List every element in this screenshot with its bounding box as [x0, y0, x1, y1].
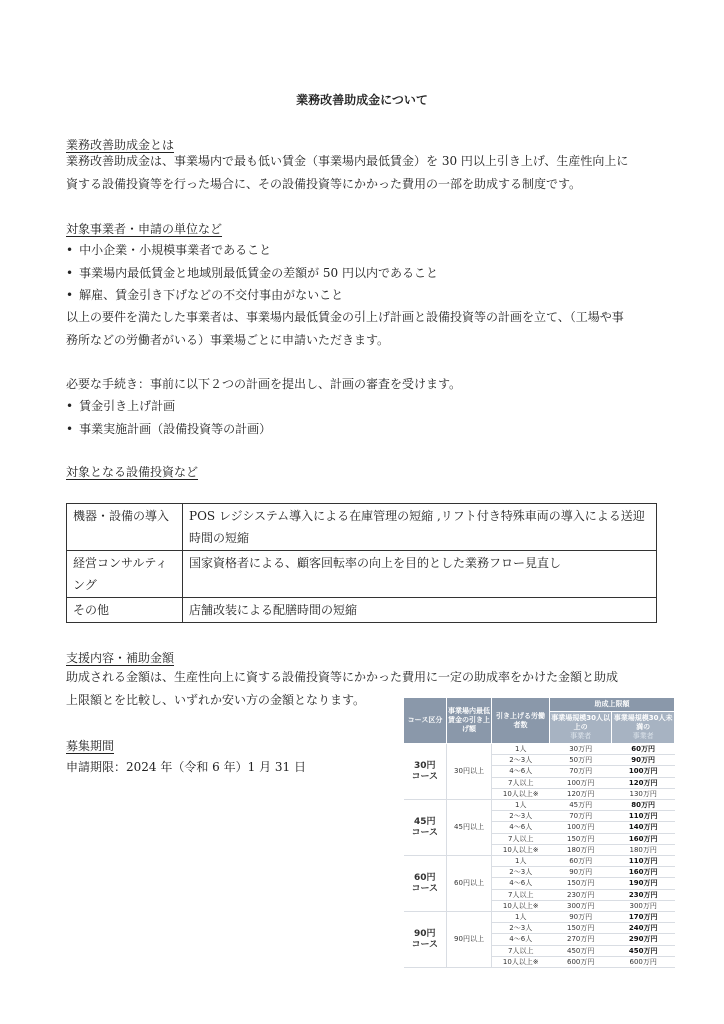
limit-large: 60万円	[550, 856, 612, 867]
limit-small: 130万円	[612, 788, 675, 799]
limit-small: 160万円	[612, 833, 675, 844]
list-item: • 中小企業・小規模事業者であること	[66, 239, 438, 262]
limit-large: 90万円	[550, 912, 612, 923]
limit-large: 180万円	[550, 844, 612, 855]
limit-large: 90万円	[550, 867, 612, 878]
procedure-intro: 必要な手続き：事前に以下２つの計画を提出し、計画の審査を受けます。	[66, 377, 462, 391]
limit-large: 270万円	[550, 934, 612, 945]
text-line-1: 助成される金額は、生産性向上に資する設備投資等にかかった費用に一定の助成率をかけた金額と助成	[66, 670, 619, 684]
grant-table-body	[404, 744, 675, 968]
text-line: 資する設備投資等を行った場合に、その設備投資等にかかった費用の一部を助成する制度です。	[66, 176, 582, 191]
header-large	[550, 712, 612, 744]
worker-count: 2〜3人	[492, 867, 550, 878]
header-workers: 引き上げる労働者数	[492, 698, 550, 744]
course-name: 30円 コース	[404, 744, 447, 800]
table-cell-detail: POS レジシステム導入による在庫管理の短縮 ,リフト付き特殊車両の導入による送迎時間の短縮	[183, 504, 657, 551]
limit-small: 180万円	[612, 844, 675, 855]
limit-small: 170万円	[612, 912, 675, 923]
limit-small: 190万円	[612, 878, 675, 889]
limit-small: 240万円	[612, 923, 675, 934]
header-limit: 助成上限額	[550, 698, 675, 712]
limit-large: 100万円	[550, 777, 612, 788]
text-line: 以上の要件を満たした事業者は、事業場内最低賃金の引上げ計画と設備投資等の計画を立て、（工場や事	[66, 310, 624, 324]
header-course: コース区分	[404, 698, 447, 744]
table-row	[67, 504, 657, 551]
limit-small: 160万円	[612, 867, 675, 878]
table-cell-category: その他	[67, 598, 183, 623]
worker-count: 4〜6人	[492, 766, 550, 777]
section-heading-support: 支援内容・補助金額	[66, 651, 175, 665]
section-heading-period: 募集期間	[66, 739, 115, 753]
text-line: 務所などの労働者がいる）事業場ごとに申請いただきます。	[66, 332, 390, 347]
limit-small: 90万円	[612, 755, 675, 766]
table-cell-category: 機器・設備の導入	[67, 504, 183, 551]
raise-amount: 45円以上	[447, 800, 492, 856]
limit-large: 45万円	[550, 800, 612, 811]
worker-count: 10人以上※	[492, 956, 550, 967]
text-line: 業務改善助成金は、事業場内で最も低い賃金（事業場内最低賃金）を 30 円以上引き上げ、生産性向上に	[66, 154, 629, 168]
limit-small: 600万円	[612, 956, 675, 967]
application-deadline: 申請期限：2024 年（令和 6 年）1 月 31 日	[66, 760, 306, 774]
header-small	[612, 712, 675, 744]
limit-large: 450万円	[550, 945, 612, 956]
list-item: • 事業実施計画（設備投資等の計画）	[66, 418, 271, 441]
limit-small: 60万円	[612, 744, 675, 755]
list-item: • 解雇、賃金引き下げなどの不交付事由がないこと	[66, 284, 438, 307]
limit-large: 70万円	[550, 811, 612, 822]
page-title: 業務改善助成金について	[296, 93, 428, 107]
section-heading-equipment: 対象となる設備投資など	[66, 465, 199, 479]
worker-count: 1人	[492, 912, 550, 923]
limit-large: 70万円	[550, 766, 612, 777]
table-cell-category: 経営コンサルティング	[67, 551, 183, 598]
limit-small: 120万円	[612, 777, 675, 788]
worker-count: 4〜6人	[492, 878, 550, 889]
limit-large: 100万円	[550, 822, 612, 833]
worker-count: 4〜6人	[492, 934, 550, 945]
worker-count: 7人以上	[492, 777, 550, 788]
table-row	[404, 856, 675, 867]
limit-small: 110万円	[612, 856, 675, 867]
support-text	[66, 666, 619, 711]
overview-text	[66, 150, 628, 195]
header-raise: 事業場内最低賃金の引き上げ額	[447, 698, 492, 744]
list-item: • 事業場内最低賃金と地域別最低賃金の差額が 50 円以内であること	[66, 262, 438, 285]
limit-large: 50万円	[550, 755, 612, 766]
eligibility-list	[66, 239, 438, 307]
worker-count: 1人	[492, 800, 550, 811]
limit-large: 150万円	[550, 923, 612, 934]
limit-small: 140万円	[612, 822, 675, 833]
worker-count: 2〜3人	[492, 923, 550, 934]
limit-small: 80万円	[612, 800, 675, 811]
limit-large: 120万円	[550, 788, 612, 799]
worker-count: 1人	[492, 856, 550, 867]
limit-large: 600万円	[550, 956, 612, 967]
worker-count: 1人	[492, 744, 550, 755]
limit-large: 230万円	[550, 889, 612, 900]
worker-count: 7人以上	[492, 889, 550, 900]
header-small-sub: 事業者	[632, 732, 654, 740]
limit-small: 110万円	[612, 811, 675, 822]
header-small-label: 事業場規模30人未満の	[613, 714, 673, 731]
procedure-list	[66, 395, 271, 440]
limit-large: 150万円	[550, 833, 612, 844]
worker-count: 7人以上	[492, 833, 550, 844]
equipment-table	[66, 503, 657, 623]
worker-count: 2〜3人	[492, 755, 550, 766]
header-large-sub: 事業者	[570, 732, 592, 740]
limit-small: 290万円	[612, 934, 675, 945]
raise-amount: 90円以上	[447, 912, 492, 968]
table-row	[404, 800, 675, 811]
limit-small: 300万円	[612, 900, 675, 911]
worker-count: 10人以上※	[492, 788, 550, 799]
raise-amount: 60円以上	[447, 856, 492, 912]
eligibility-text	[66, 306, 624, 351]
limit-small: 450万円	[612, 945, 675, 956]
raise-amount: 30円以上	[447, 744, 492, 800]
worker-count: 4〜6人	[492, 822, 550, 833]
list-item: • 賃金引き上げ計画	[66, 395, 271, 418]
limit-large: 30万円	[550, 744, 612, 755]
table-row	[404, 912, 675, 923]
course-name: 60円 コース	[404, 856, 447, 912]
section-heading-eligibility: 対象事業者・申請の単位など	[66, 222, 223, 236]
header-large-label: 事業場規模30人以上の	[551, 714, 611, 731]
worker-count: 2〜3人	[492, 811, 550, 822]
table-cell-detail: 国家資格者による、顧客回転率の向上を目的とした業務フロー見直し	[183, 551, 657, 598]
section-heading-overview: 業務改善助成金とは	[66, 138, 175, 152]
table-row	[404, 744, 675, 755]
text-line	[66, 670, 618, 684]
limit-large: 150万円	[550, 878, 612, 889]
grant-limit-table	[403, 697, 675, 968]
limit-small: 230万円	[612, 889, 675, 900]
worker-count: 10人以上※	[492, 900, 550, 911]
course-name: 45円 コース	[404, 800, 447, 856]
course-name: 90円 コース	[404, 912, 447, 968]
limit-small: 100万円	[612, 766, 675, 777]
limit-large: 300万円	[550, 900, 612, 911]
table-row	[67, 598, 657, 623]
worker-count: 7人以上	[492, 945, 550, 956]
table-cell-detail: 店舗改装による配膳時間の短縮	[183, 598, 657, 623]
worker-count: 10人以上※	[492, 844, 550, 855]
table-row	[67, 551, 657, 598]
table-header-row	[404, 698, 675, 712]
text-line: 上限額とを比較し、いずれか安い方の金額となります。	[66, 692, 366, 707]
